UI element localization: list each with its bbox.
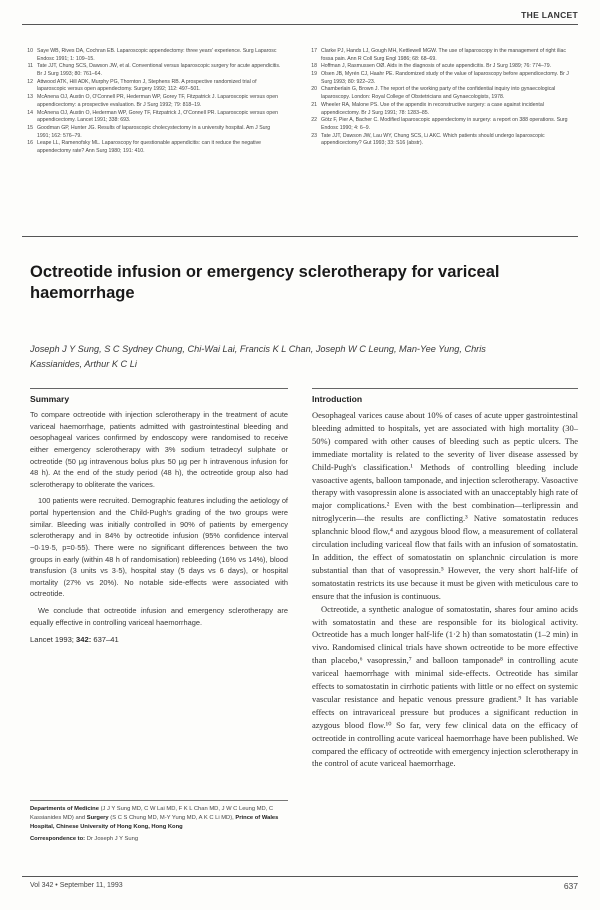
reference-number: 15 <box>27 124 33 131</box>
running-head: THE LANCET <box>521 10 578 20</box>
summary-paragraph: We conclude that octreotide infusion and emergency sclerotherapy are equally effective in controlling variceal haemorrhage. <box>30 606 288 627</box>
reference-number: 22 <box>311 117 317 124</box>
reference-number: 10 <box>27 48 33 54</box>
citation-prefix: Lancet 1993; <box>30 635 77 645</box>
correspondence-label: Correspondence to: <box>30 836 86 843</box>
summary-paragraph: 100 patients were recruited. Demographic features including the aetiology of portal hypertension and the Child-Pugh's grading of the two groups were similar. Bleeding was initially controlled in 90% of patients by emergency sclerotherapy and in 84% by octreotide infusion (95% confidence interval −0·19·5, p=0·55). There were no significant differences between the two groups in early (within 48 h of randomisation) rebleeding (16% vs 14%), blood transfusion (3 units vs 3·5), hospital stay (5 days vs 6 days), or hospital mortality (27% vs 20%). No notable side-effects were associated with octreotide. <box>30 496 288 599</box>
correspondence <box>30 835 288 844</box>
affiliation-rule <box>30 800 288 801</box>
article-authors: Joseph J Y Sung, S C Sydney Chung, Chi-Wai Lai, Francis K L Chan, Joseph W C Leung, Man-Yee Yung, Chris Kassianides, Arthur K C Li <box>30 344 486 369</box>
affiliation <box>30 805 288 845</box>
reference-number: 21 <box>311 101 317 108</box>
summary-body <box>30 409 288 646</box>
reference-text: Hoffman J, Rasmussen OØ. Aids in the diagnosis of acute appendicitis. Br J Surg 1989; 76: 774–79. <box>321 63 552 70</box>
header-rule <box>22 24 578 25</box>
reference-item <box>22 125 284 140</box>
reference-text: Clarke PJ, Hands LJ, Gough MH, Kettlewell MGW. The use of laparoscopy in the management of right iliac fossa pain. Ann R Coll Surg Engl 1986; 68: 68–69. <box>321 48 566 62</box>
reference-number: 13 <box>27 94 33 101</box>
reference-text: McAnena OJ, Austin O, Hederman WP, Gorey TF, Fitzpatrick J, O'Connell PR. Laparoscopic versus open appendicectomy. Lancet 1991; 338: 693. <box>37 109 278 124</box>
dept-medicine: Departments of Medicine <box>30 806 99 812</box>
reference-item <box>22 140 284 155</box>
reference-item <box>22 63 284 78</box>
reference-item <box>306 63 574 71</box>
reference-number: 16 <box>27 140 33 147</box>
reference-item <box>22 48 284 63</box>
medicine-authors: (J J Y Sung MD, C W Lai MD, F K L Chan MD, J W C Leung MD, C Kassianides MD) <box>30 806 274 822</box>
citation <box>30 634 288 646</box>
reference-text: Chamberlain G, Brown J. The report of the working party of the confidential inquiry into gynaecological laparoscopy. London: Royal College of Obstetricians and Gynaecologists, 1978. <box>321 86 556 101</box>
reference-text: Tate JJT, Dawson JW, Lau WY, Chung SCS, Li AKC. Which patients should undergo laparoscopic appendicectomy? Gut 1993; 33: S16 (abstr). <box>321 132 545 147</box>
reference-number: 12 <box>27 78 33 85</box>
introduction-paragraph: Oesophageal varices cause about 10% of cases of acute upper gastrointestinal bleeding admitted to hospitals, yet are associated with high mortality (30–50%) compared with other causes of bleeding such as peptic ulcers. The immediate mortality is related to the severity of liver disease assessed by Child-Pugh's classification.¹ Methods of controlling bleeding include vasoactive agents, balloon tamponade, and injection sclerotherapy. Vasoactive therapy with vasopressin alone is associated with an unacceptably high rate of major complications.² Even with the best combination—terlipressin and nitroglycerin—the results are conflicting.³ Native somatostatin reduces splanchnic blood flow,⁴ and azygous blood flow, a measurement of collateral circulation including variceal flow that fails with an infusion of somatostatin. In addition, the effect of somatostatin on splanchnic circulation is more substantial than that of vasopressin.⁵ However, the very short half-life of somatostatin restricts its use because it must be given with meticulous care to ensure that the infusion is continuous. <box>312 410 578 601</box>
introduction-body <box>312 409 578 770</box>
reference-text: Leape LL, Ramenofsky ML. Laparoscopy for questionable appendicitis: can it reduce the negative appendectomy rate? Ann Surg 1980; 191: 410. <box>37 140 262 154</box>
reference-item <box>22 79 284 94</box>
correspondence-name: Dr Joseph J Y Sung <box>86 836 139 843</box>
reference-list-right <box>306 48 574 148</box>
article-title: Octreotide infusion or emergency sclerotherapy for variceal haemorrhage <box>30 263 500 302</box>
reference-item <box>306 102 574 117</box>
reference-number: 17 <box>311 48 317 54</box>
reference-number: 20 <box>311 86 317 93</box>
reference-item <box>306 133 574 148</box>
reference-text: Olsen JB, Myrén CJ, Haahr PE. Randomized study of the value of laparoscopy before appendicectomy. Br J Surg 1993; 80: 922–23. <box>321 71 569 85</box>
footer-rule <box>22 876 578 877</box>
reference-item <box>306 71 574 86</box>
summary-rule <box>30 388 288 389</box>
reference-item <box>306 48 574 63</box>
reference-text: Wheeler RA, Malone PS. Use of the appendix in reconstructive surgery: a case against incidental appendicectomy. Br J Surg 1991; 78: 1283–85. <box>321 101 544 116</box>
reference-text: Goodman GP, Hunter JG. Results of laparoscopic cholecystectomy in a university hospital. Am J Surg 1991; 162: 576–79. <box>37 124 271 139</box>
footer-volume: Vol 342 • September 11, 1993 <box>30 882 123 889</box>
introduction-heading: Introduction <box>312 394 363 404</box>
reference-list-left <box>22 48 284 156</box>
reference-text: Saye WB, Rives DA, Cochran EB. Laparoscopic appendectomy: three years' experience. Surg Laparosc Endosc 1991; 1: 109–15. <box>37 48 277 62</box>
reference-number: 11 <box>27 63 33 70</box>
dept-surgery: Surgery <box>86 815 109 822</box>
hospital: Prince of Wales Hospital, Chinese University of Hong Kong, Hong Kong <box>30 815 279 831</box>
reference-item <box>306 117 574 132</box>
reference-number: 23 <box>311 132 317 139</box>
reference-text: McAnena OJ, Austin O, O'Connell PR, Hederman WP, Gorey TF, Fitzpatrick J. Laparoscopic versus open appendicectomy: a prospective evaluation. Br J Surg 1992; 79: 818–19. <box>37 94 278 108</box>
reference-text: Götz F, Pier A, Bacher C. Modified laparoscopic appendectomy in surgery: a report on 388 operations. Surg Endosc 1990; 4: 6–9. <box>321 117 568 131</box>
section-rule <box>22 236 578 237</box>
citation-pages: 637–41 <box>91 635 119 645</box>
introduction-paragraph: Octreotide, a synthetic analogue of somatostatin, shares four amino acids with somatostatin and these are responsible for its biological activity. Octreotide has a much longer half-life (1·2 h) than somatostatin (1–2 min) in vivo. Randomised clinical trials have shown octreotide to be more effective than placebo,⁶ vasopressin,⁷ and balloon tamponade⁸ in controlling acute variceal haemorrhage with minimal side-effects. Octreotide has similar effects to somatostatin in cirrhotic patients with little or no effect on systemic vascular resistance and hepatic venous pressure gradient.⁹ It has variable effects on intravariceal pressure but produces a significant reduction in azygous blood flow.¹⁰ So far, very few clinical data on the efficacy of octreotide in controlling acute variceal haemorrhage have been published. We compared the efficacy of octreotide with emergency injection sclerotherapy in the control of acute variceal haemorrhage. <box>312 603 578 769</box>
reference-number: 14 <box>27 109 33 116</box>
reference-item <box>22 94 284 109</box>
reference-item <box>306 86 574 101</box>
introduction-rule <box>312 388 578 389</box>
reference-text: Attwood ATK, Hill ADK, Murphy PG, Thornton J, Stephens RB. A prospective randomized trial of laparoscopic versus open appendectomy. Surgery 1992; 112: 497–501. <box>37 78 257 93</box>
and-word: and <box>75 815 86 822</box>
citation-volume: 342: <box>76 635 92 645</box>
reference-item <box>22 110 284 125</box>
summary-paragraph: To compare octreotide with injection sclerotherapy in the treatment of acute variceal haemorrhage, patients admitted with gastrointestinal bleeding and oesophageal varices confirmed by endoscopy were randomised to receive either emergency sclerotherapy with 3% sodium tetradecyl sulphate or octreotide (50 µg intravenous bolus plus 50 µg per h intravenous infusion for 48 h). At the end of the study period (48 h), the octreotide group also had sclerotherapy to obliterate the varices. <box>30 410 288 489</box>
reference-text: Tate JJT, Chung SCS, Dawson JW, et al. Conventional versus laparoscopic surgery for acute appendicitis. Br J Surg 1993; 80: 761–64. <box>37 63 281 78</box>
summary-heading: Summary <box>30 394 70 404</box>
reference-number: 18 <box>311 63 317 70</box>
page-number: 637 <box>563 881 578 891</box>
reference-number: 19 <box>311 71 317 78</box>
surgery-authors: (S C S Chung MD, M-Y Yung MD, A K C Li MD), <box>110 815 234 822</box>
